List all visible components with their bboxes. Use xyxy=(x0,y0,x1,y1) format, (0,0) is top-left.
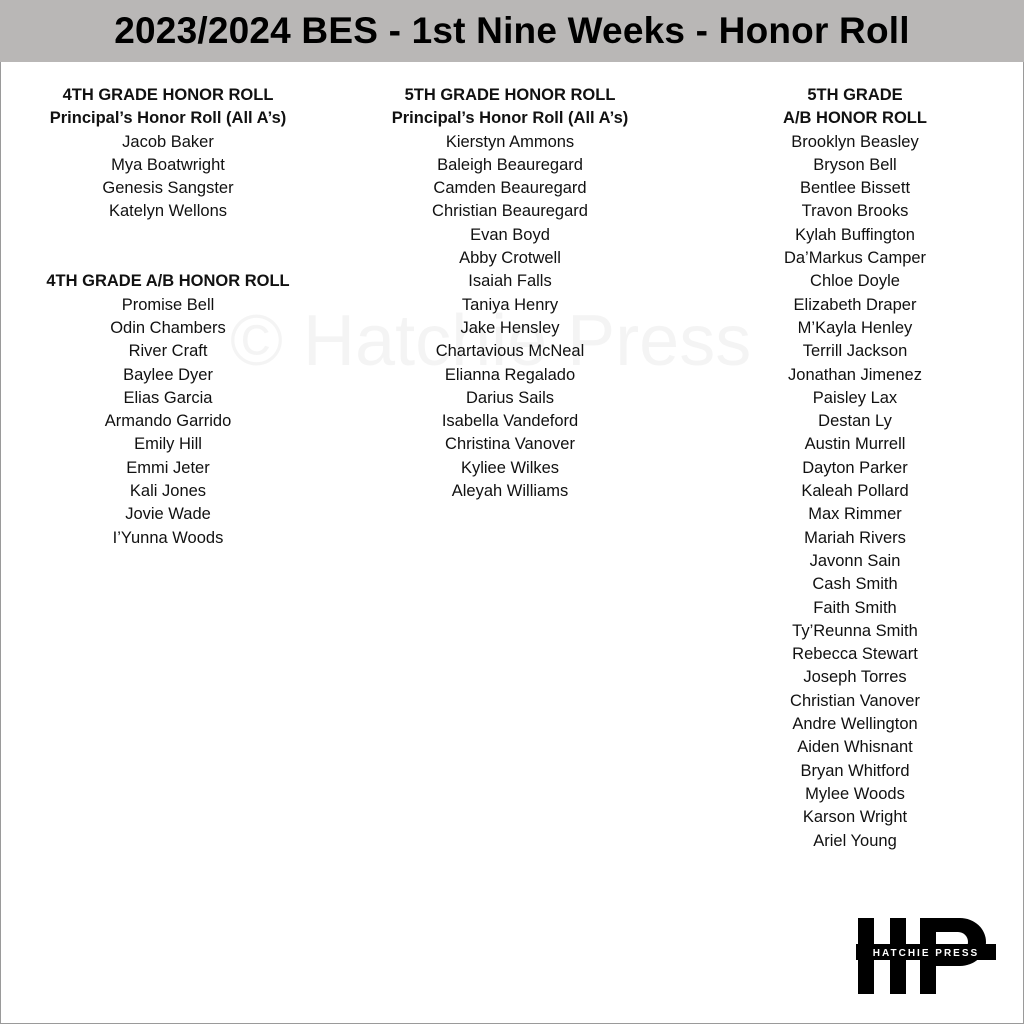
student-name: Elias Garcia xyxy=(123,388,213,407)
student-name: Christina Vanover xyxy=(445,435,575,454)
student-name: M’Kayla Henley xyxy=(797,318,913,337)
student-name: Da’Markus Camper xyxy=(783,249,927,268)
student-name: Paisley Lax xyxy=(812,388,898,407)
student-name: Chartavious McNeal xyxy=(435,342,585,361)
student-name: Kylah Buffington xyxy=(795,225,915,244)
student-name: Aleyah Williams xyxy=(451,482,569,501)
student-name: Destan Ly xyxy=(818,412,892,431)
student-name: Taniya Henry xyxy=(461,295,559,314)
student-name: Elizabeth Draper xyxy=(793,295,917,314)
section-heading: Principal’s Honor Roll (All A’s) xyxy=(391,109,629,128)
page-title: 2023/2024 BES - 1st Nine Weeks - Honor Roll xyxy=(114,10,910,51)
student-name: Brooklyn Beasley xyxy=(791,132,919,151)
student-name: Mariah Rivers xyxy=(804,528,906,547)
student-name: Cash Smith xyxy=(812,575,898,594)
student-name: Emmi Jeter xyxy=(126,458,210,477)
student-name: Odin Chambers xyxy=(110,318,226,337)
student-name: Elianna Regalado xyxy=(444,365,576,384)
student-name: Jonathan Jimenez xyxy=(788,365,922,384)
student-name: Bentlee Bissett xyxy=(799,179,911,198)
student-name: Ty’Reunna Smith xyxy=(792,621,918,640)
title-banner xyxy=(0,0,1024,62)
student-name: Christian Beauregard xyxy=(432,202,588,221)
student-name: Faith Smith xyxy=(813,598,897,617)
student-name: Joseph Torres xyxy=(803,668,907,687)
student-name: Terrill Jackson xyxy=(802,342,908,361)
student-name: Rebecca Stewart xyxy=(792,645,918,664)
student-name: Bryson Bell xyxy=(813,155,897,174)
student-name: Kyliee Wilkes xyxy=(460,458,560,477)
column-5th-grade-principals xyxy=(380,84,640,503)
hatchie-press-logo xyxy=(856,918,996,994)
student-name: Evan Boyd xyxy=(470,225,550,244)
student-name: Isabella Vandeford xyxy=(441,412,579,431)
student-name: Katelyn Wellons xyxy=(108,202,227,221)
student-name: Baylee Dyer xyxy=(123,365,213,384)
student-name: Armando Garrido xyxy=(104,412,232,431)
student-name: Bryan Whitford xyxy=(800,761,910,780)
student-name: Aiden Whisnant xyxy=(797,738,913,757)
student-name: Abby Crotwell xyxy=(459,249,561,268)
student-name: Jake Hensley xyxy=(460,318,560,337)
student-name: Darius Sails xyxy=(465,388,555,407)
student-name: Kierstyn Ammons xyxy=(445,132,575,151)
student-name: Promise Bell xyxy=(121,295,215,314)
student-name: Baleigh Beauregard xyxy=(437,155,583,174)
section-heading: 5TH GRADE xyxy=(807,86,903,104)
student-name: Genesis Sangster xyxy=(102,179,234,198)
student-name: I’Yunna Woods xyxy=(112,528,224,547)
student-name: Jacob Baker xyxy=(122,132,214,151)
student-name: Travon Brooks xyxy=(801,202,909,221)
student-name: Isaiah Falls xyxy=(468,272,552,291)
column-4th-grade xyxy=(38,84,298,550)
section-heading: Principal’s Honor Roll (All A’s) xyxy=(49,109,287,128)
student-name: Emily Hill xyxy=(134,435,202,454)
section-gap xyxy=(38,224,298,271)
student-name: Dayton Parker xyxy=(802,458,908,477)
student-name: Ariel Young xyxy=(813,831,897,850)
student-name: Javonn Sain xyxy=(809,551,901,570)
student-name: Jovie Wade xyxy=(125,505,211,524)
student-name: Camden Beauregard xyxy=(433,179,587,198)
student-name: Mya Boatwright xyxy=(111,155,225,174)
student-name: Austin Murrell xyxy=(804,435,906,454)
student-name: Mylee Woods xyxy=(805,784,905,803)
student-name: Kaleah Pollard xyxy=(801,482,909,501)
section-heading: 5TH GRADE HONOR ROLL xyxy=(404,86,616,104)
student-name: Max Rimmer xyxy=(808,505,902,524)
section-heading: A/B HONOR ROLL xyxy=(783,109,927,128)
student-name: Andre Wellington xyxy=(792,715,918,734)
student-name: Chloe Doyle xyxy=(810,272,900,291)
student-name: Karson Wright xyxy=(802,808,908,827)
student-name: Christian Vanover xyxy=(790,691,920,710)
section-heading: 4TH GRADE A/B HONOR ROLL xyxy=(46,272,290,291)
logo-text: HATCHIE PRESS xyxy=(872,948,980,959)
column-5th-grade-ab xyxy=(725,84,985,853)
student-name: River Craft xyxy=(128,342,208,361)
student-name: Kali Jones xyxy=(129,482,207,501)
section-heading: 4TH GRADE HONOR ROLL xyxy=(62,86,274,104)
